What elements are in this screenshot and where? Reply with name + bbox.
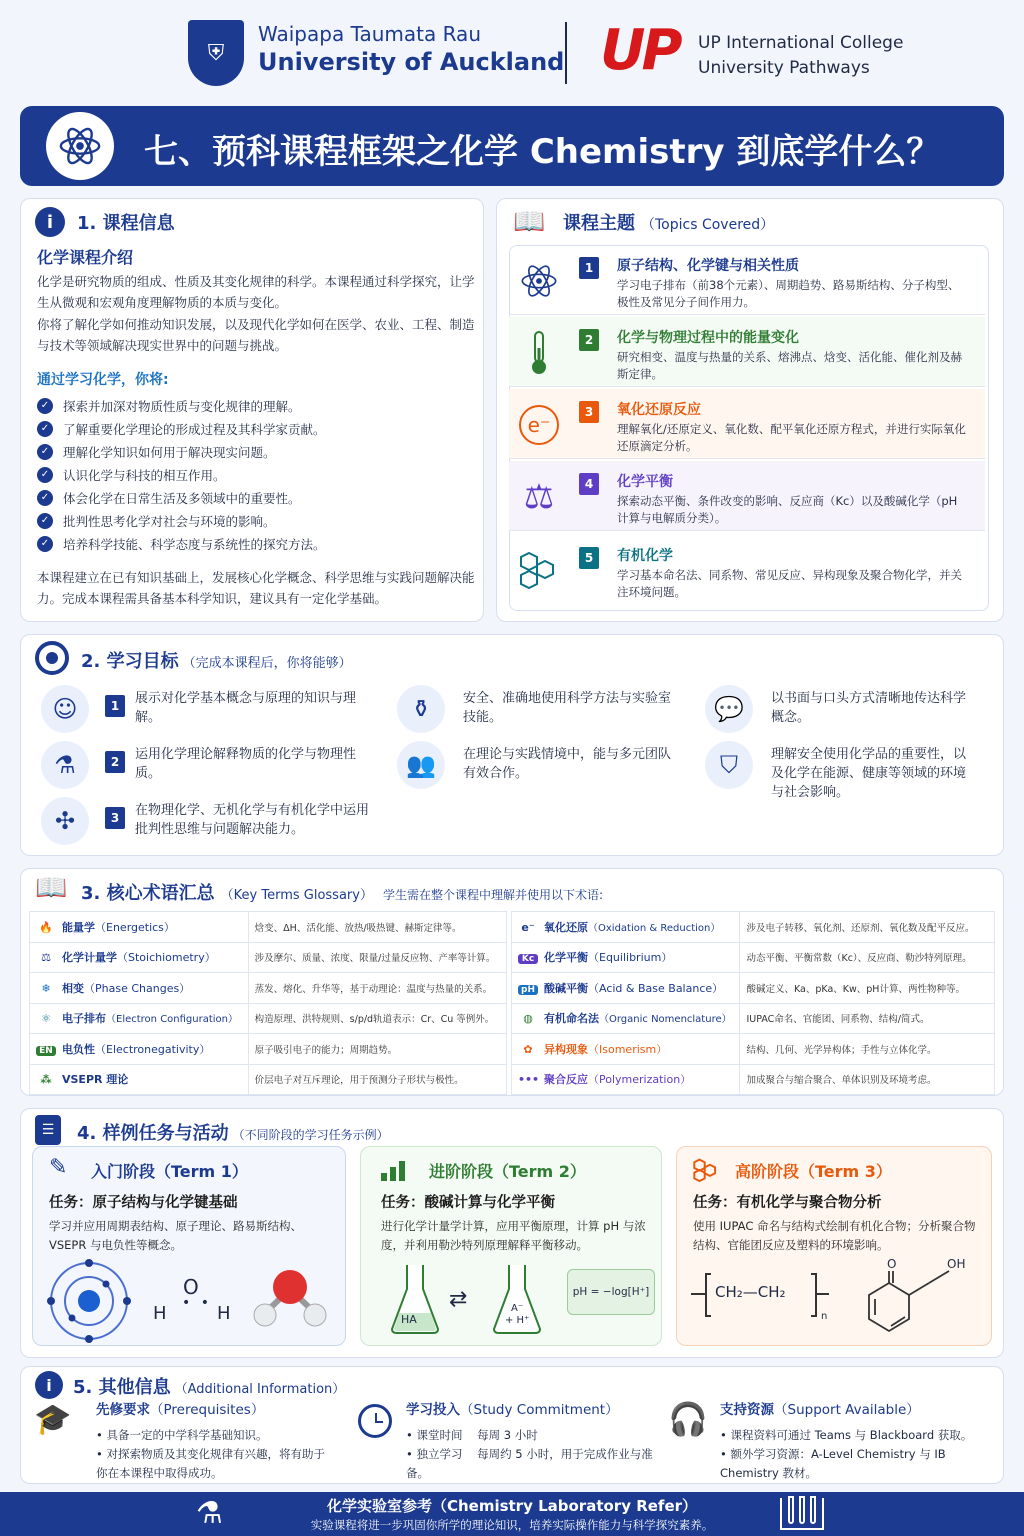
footer-subtitle: 实验课程将进一步巩固你所学的理论知识，培养实际操作能力与科学探究素养。 xyxy=(310,1518,714,1532)
benzene-ketone-structure xyxy=(859,1259,989,1343)
list-item: ✓ 体会化学在日常生活及多领域中的重要性。 xyxy=(37,486,477,509)
title-banner xyxy=(20,106,1004,186)
check-icon: ✓ xyxy=(37,490,53,506)
isomer-icon: ✿ xyxy=(523,1042,533,1056)
intro-heading: 化学课程介绍 xyxy=(37,248,134,267)
snowflake-icon: ❄ xyxy=(41,981,51,995)
stage-title: 入门阶段（Term 1） xyxy=(91,1162,248,1181)
goal-item-4 xyxy=(397,685,697,741)
topic-desc: 学习基本命名法、同系物、常见反应、异构现象及聚合物化学，并关注环境问题。 xyxy=(617,568,962,599)
table-row: ✿ 异构现象（Isomerism） 结构、几何、光学异构体；手性与立体化学。 xyxy=(512,1034,995,1065)
goal-text: 安全、准确地使用科学方法与实验室技能。 xyxy=(463,691,672,725)
topics-list xyxy=(497,245,1005,611)
topic-desc: 理解氧化/还原定义、氧化数、配平氧化还原方程式，并进行实际氧化还原滴定分析。 xyxy=(617,422,966,453)
up-name-line1: UP International College xyxy=(698,33,904,53)
test-tube-icon: ⚱ xyxy=(397,685,445,733)
hexagon-icon xyxy=(517,549,561,593)
pencil-icon: ✎ xyxy=(49,1155,68,1180)
stage-task: 任务：原子结构与化学键基础 xyxy=(49,1195,238,1211)
goals-panel xyxy=(20,634,1004,856)
list-item: ✓ 理解化学知识如何用于解决现实问题。 xyxy=(37,440,477,463)
goal-number: 3 xyxy=(105,807,125,829)
flask-label-proton: + H⁺ xyxy=(505,1315,530,1326)
topic-desc: 学习电子排布（前38个元素）、周期趋势、路易斯结构、分子构型、极性及常见分子间作用力。 xyxy=(617,278,960,309)
test-tube-rack-icon xyxy=(780,1498,824,1530)
learn-bullet-list xyxy=(37,394,477,555)
uoa-name-line2: University of Auckland xyxy=(258,48,565,76)
table-row: EN 电负性（Electronegativity） 原子吸引电子的能力；周期趋势。 xyxy=(30,1034,507,1065)
lewis-water-diagram: O H H • • xyxy=(153,1275,231,1324)
goal-item-7 xyxy=(705,741,995,813)
topic-item-1 xyxy=(509,245,985,315)
stage-title: 高阶阶段（Term 3） xyxy=(735,1162,892,1181)
topic-number: 3 xyxy=(579,401,599,423)
polymer-structure: CH₂—CH₂ n xyxy=(691,1267,831,1327)
oh-label: OH xyxy=(947,1257,966,1271)
goal-item-6 xyxy=(705,685,995,741)
flask-icon: ⚗ xyxy=(41,741,89,789)
stage-task: 任务：有机化学与聚合物分析 xyxy=(693,1195,882,1211)
chat-icon: 💬 xyxy=(705,685,753,733)
closing-paragraph: 本课程建立在已有知识基础上，发展核心化学概念、科学思维与实践问题解决能力。完成本课程需具备基本科学知识，建议具有一定化学基础。 xyxy=(37,570,475,606)
topic-title: 有机化学 xyxy=(617,548,673,564)
goal-item-5 xyxy=(397,741,697,797)
table-row: 🔥 能量学（Energetics） 焓变、ΔH、活化能、放热/吸热键、赫斯定律等。 xyxy=(30,912,507,943)
prerequisites-col xyxy=(96,1398,336,1483)
goal-number: 1 xyxy=(105,695,125,717)
topic-item-4 xyxy=(509,461,985,531)
scale-icon: ⚖ xyxy=(41,951,51,965)
study-commitment-col xyxy=(406,1398,656,1483)
topic-title: 化学与物理过程中的能量变化 xyxy=(617,330,799,346)
clipboard-icon: ☰ xyxy=(35,1115,61,1145)
goals-heading: 2. 学习目标 （完成本课程后，你将能够） xyxy=(81,651,352,672)
university-crest-icon: ⛨ xyxy=(188,20,244,86)
bar-chart-icon xyxy=(381,1161,407,1181)
headset-icon: 🎧 xyxy=(668,1400,708,1438)
goal-text: 在理论与实践情境中，能与多元团队有效合作。 xyxy=(463,747,672,781)
study-commitment-list: • 课堂时间 每周 3 小时 • 独立学习 每周约 5 小时，用于完成作业与准备。 xyxy=(406,1426,656,1483)
glossary-table-right xyxy=(511,911,995,1095)
footer-banner xyxy=(0,1492,1024,1536)
topic-title: 化学平衡 xyxy=(617,474,673,490)
flask-label-ha: HA xyxy=(401,1313,417,1326)
hexagon-icon xyxy=(691,1157,721,1187)
balance-icon: ⚖ xyxy=(523,477,555,517)
support-list: • 课程资料可通过 Teams 与 Blackboard 获取。 • 额外学习资源：A-Level Chemistry 与 IB Chemistry 教材。 xyxy=(720,1426,990,1483)
ph-badge-icon: pH xyxy=(518,985,538,995)
stage-title: 进阶阶段（Term 2） xyxy=(429,1162,586,1181)
intro-paragraph-2: 你将了解化学如何推动知识发展，以及现代化学如何在医学、农业、工程、制造与技术等领域解决现实世界中的问题与挑战。 xyxy=(37,317,475,353)
list-item: ✓ 培养科学技能、科学态度与系统性的探究方法。 xyxy=(37,532,477,555)
prerequisites-heading: 先修要求（Prerequisites） xyxy=(96,1402,265,1418)
en-badge-icon: EN xyxy=(36,1046,56,1056)
orbital-icon: ⚛ xyxy=(41,1012,51,1026)
chain-icon: ••• xyxy=(518,1073,540,1087)
ph-formula-box: pH = −log[H⁺] xyxy=(567,1269,655,1315)
atom-icon xyxy=(517,259,561,303)
course-info-panel xyxy=(20,198,484,622)
topic-number: 2 xyxy=(579,329,599,351)
glossary-table-left xyxy=(29,911,507,1095)
head-icon: ☺ xyxy=(41,685,89,733)
header-divider xyxy=(565,22,567,84)
flame-icon: 🔥 xyxy=(39,920,53,934)
target-icon xyxy=(35,641,69,675)
learn-heading: 通过学习化学，你将: xyxy=(37,372,169,388)
water-molecule-model xyxy=(247,1263,333,1333)
stage-card-term1 xyxy=(32,1146,346,1346)
info-icon: i xyxy=(35,207,65,237)
equilibrium-arrows-icon: ⇄ xyxy=(449,1287,468,1312)
glossary-heading: 3. 核心术语汇总 （Key Terms Glossary） 学生需在整个课程中理解并使用以下术语: xyxy=(81,883,603,904)
up-name-line2: University Pathways xyxy=(698,58,870,78)
other-heading: 5. 其他信息 （Additional Information） xyxy=(73,1377,346,1398)
support-col xyxy=(720,1398,990,1483)
goal-text: 展示对化学基本概念与原理的知识与理解。 xyxy=(135,691,357,725)
header xyxy=(0,0,1024,100)
kc-badge-icon: Kc xyxy=(518,954,538,964)
check-icon: ✓ xyxy=(37,444,53,460)
stage-task: 任务：酸碱计算与化学平衡 xyxy=(381,1195,555,1211)
topic-number: 1 xyxy=(579,257,599,279)
info-icon: i xyxy=(35,1371,63,1399)
goal-text: 运用化学理论解释物质的化学与物理性质。 xyxy=(135,747,357,781)
list-item: ✓ 认识化学与科技的相互作用。 xyxy=(37,463,477,486)
check-icon: ✓ xyxy=(37,421,53,437)
electron-icon: e⁻ xyxy=(517,403,561,447)
molecule-icon: ⁂ xyxy=(40,1073,52,1087)
list-item: ✓ 批判性思考化学对社会与环境的影响。 xyxy=(37,509,477,532)
thermometer-icon xyxy=(517,331,561,375)
stage-card-term2 xyxy=(360,1146,662,1346)
topic-item-5 xyxy=(509,535,985,605)
table-row: ⚛ 电子排布（Electron Configuration） 构造原理、洪特规则、s/p/d轨道表示：Cr、Cu 等例外。 xyxy=(30,1003,507,1034)
study-commitment-heading: 学习投入（Study Commitment） xyxy=(406,1402,619,1418)
list-item: ✓ 探索并加深对物质性质与变化规律的理解。 xyxy=(37,394,477,417)
clock-icon xyxy=(358,1404,392,1438)
topic-title: 原子结构、化学键与相关性质 xyxy=(617,258,799,274)
goal-item-3 xyxy=(41,797,381,853)
team-icon: 👥 xyxy=(397,741,445,789)
table-row: ❄ 相变（Phase Changes） 蒸发、熔化、升华等，基于动理论：温度与热量的关系。 xyxy=(30,973,507,1004)
topic-item-3 xyxy=(509,389,985,459)
footer-title: 化学实验室参考（Chemistry Laboratory Refer） xyxy=(326,1497,698,1515)
stage-desc: 使用 IUPAC 命名与结构式绘制有机化合物；分析聚合物结构、官能团反应及塑料的环境影响。 xyxy=(693,1219,976,1252)
table-row: ◍ 有机命名法（Organic Nomenclature） IUPAC命名、官能团、同系物、结构/简式。 xyxy=(512,1003,995,1034)
check-icon: ✓ xyxy=(37,398,53,414)
topics-heading: 课程主题 （Topics Covered） xyxy=(563,213,775,234)
topic-title: 氧化还原反应 xyxy=(617,402,701,418)
flask-icon: ⚗ xyxy=(196,1496,223,1531)
page-title: 七、预科课程框架之化学 Chemistry 到底学什么？ xyxy=(144,132,941,172)
uoa-name-line1: Waipapa Taumata Rau xyxy=(258,22,481,46)
prerequisites-list: • 具备一定的中学科学基础知识。 • 对探索物质及其变化规律有兴趣，将有助于你在本课程中取得成功。 xyxy=(96,1426,336,1483)
intro-paragraph-1: 化学是研究物质的组成、性质及其变化规律的科学。本课程通过科学探究，让学生从微观和宏观角度理解物质的本质与变化。 xyxy=(37,274,475,310)
course-info-heading: 1. 课程信息 xyxy=(77,213,175,234)
book-icon: 📖 xyxy=(35,873,68,903)
topic-desc: 探索动态平衡、条件改变的影响、反应商（Kc）以及酸碱化学（pH计算与电解质分类）。 xyxy=(617,494,958,525)
table-row: ⚖ 化学计量学（Stoichiometry） 涉及摩尔、质量、浓度、限量/过量反应物、产率等计算。 xyxy=(30,942,507,973)
book-icon: 📖 xyxy=(513,207,546,237)
stage-desc: 学习并应用周期表结构、原子理论、路易斯结构、VSEPR 与电负性等概念。 xyxy=(49,1219,302,1252)
goal-text: 在物理化学、无机化学与有机化学中运用批判性思维与问题解决能力。 xyxy=(135,803,370,837)
table-row: pH 酸碱平衡（Acid & Base Balance） 酸碱定义、Ka、pKa、Kw、pH计算、两性物种等。 xyxy=(512,973,995,1004)
support-heading: 支持资源（Support Available） xyxy=(720,1402,920,1418)
topic-number: 5 xyxy=(579,547,599,569)
goal-text: 以书面与口头方式清晰地传达科学概念。 xyxy=(771,691,967,725)
goal-item-1 xyxy=(41,685,381,741)
tasks-heading: 4. 样例任务与活动 （不同阶段的学习任务示例） xyxy=(77,1123,389,1144)
list-item: ✓ 了解重要化学理论的形成过程及其科学家贡献。 xyxy=(37,417,477,440)
goal-number: 2 xyxy=(105,751,125,773)
topic-desc: 研究相变、温度与热量的关系、熔沸点、焓变、活化能、催化剂及赫斯定律。 xyxy=(617,350,962,381)
check-icon: ✓ xyxy=(37,467,53,483)
globe-icon: ◍ xyxy=(523,1012,533,1026)
shield-icon: ⛉ xyxy=(705,741,753,789)
graduation-cap-icon: 🎓 xyxy=(34,1402,72,1437)
goal-text: 理解安全使用化学品的重要性，以及化学在能源、健康等领域的环境与社会影响。 xyxy=(771,747,967,800)
bohr-atom-diagram xyxy=(47,1259,131,1343)
topic-number: 4 xyxy=(579,473,599,495)
table-row: ••• 聚合反应（Polymerization） 加成聚合与缩合聚合、单体识别及环境考虑。 xyxy=(512,1064,995,1095)
table-row: Kc 化学平衡（Equilibrium） 动态平衡、平衡常数（Kc）、反应商、勒沙特列原理。 xyxy=(512,942,995,973)
puzzle-icon: ✣ xyxy=(41,797,89,845)
table-row: e⁻ 氧化还原（Oxidation & Reduction） 涉及电子转移、氧化剂、还原剂、氧化数及配平反应。 xyxy=(512,912,995,943)
flask-label-anion: A⁻ xyxy=(511,1303,524,1314)
topic-item-2 xyxy=(509,317,985,387)
electron-icon: e⁻ xyxy=(521,920,535,934)
check-icon: ✓ xyxy=(37,513,53,529)
check-icon: ✓ xyxy=(37,536,53,552)
stage-card-term3 xyxy=(676,1146,992,1346)
glossary-panel xyxy=(20,868,1004,1096)
topics-panel xyxy=(496,198,1004,622)
table-row: ⁂ VSEPR 理论 价层电子对互斥理论，用于预测分子形状与极性。 xyxy=(30,1064,507,1095)
goal-item-2 xyxy=(41,741,381,797)
stage-desc: 进行化学计量学计算，应用平衡原理，计算 pH 与浓度，并利用勒沙特列原理解释平衡移动。 xyxy=(381,1219,646,1252)
ketone-o-label: O xyxy=(887,1257,897,1271)
atom-icon xyxy=(46,112,114,180)
up-logo-mark: UP xyxy=(600,18,679,83)
